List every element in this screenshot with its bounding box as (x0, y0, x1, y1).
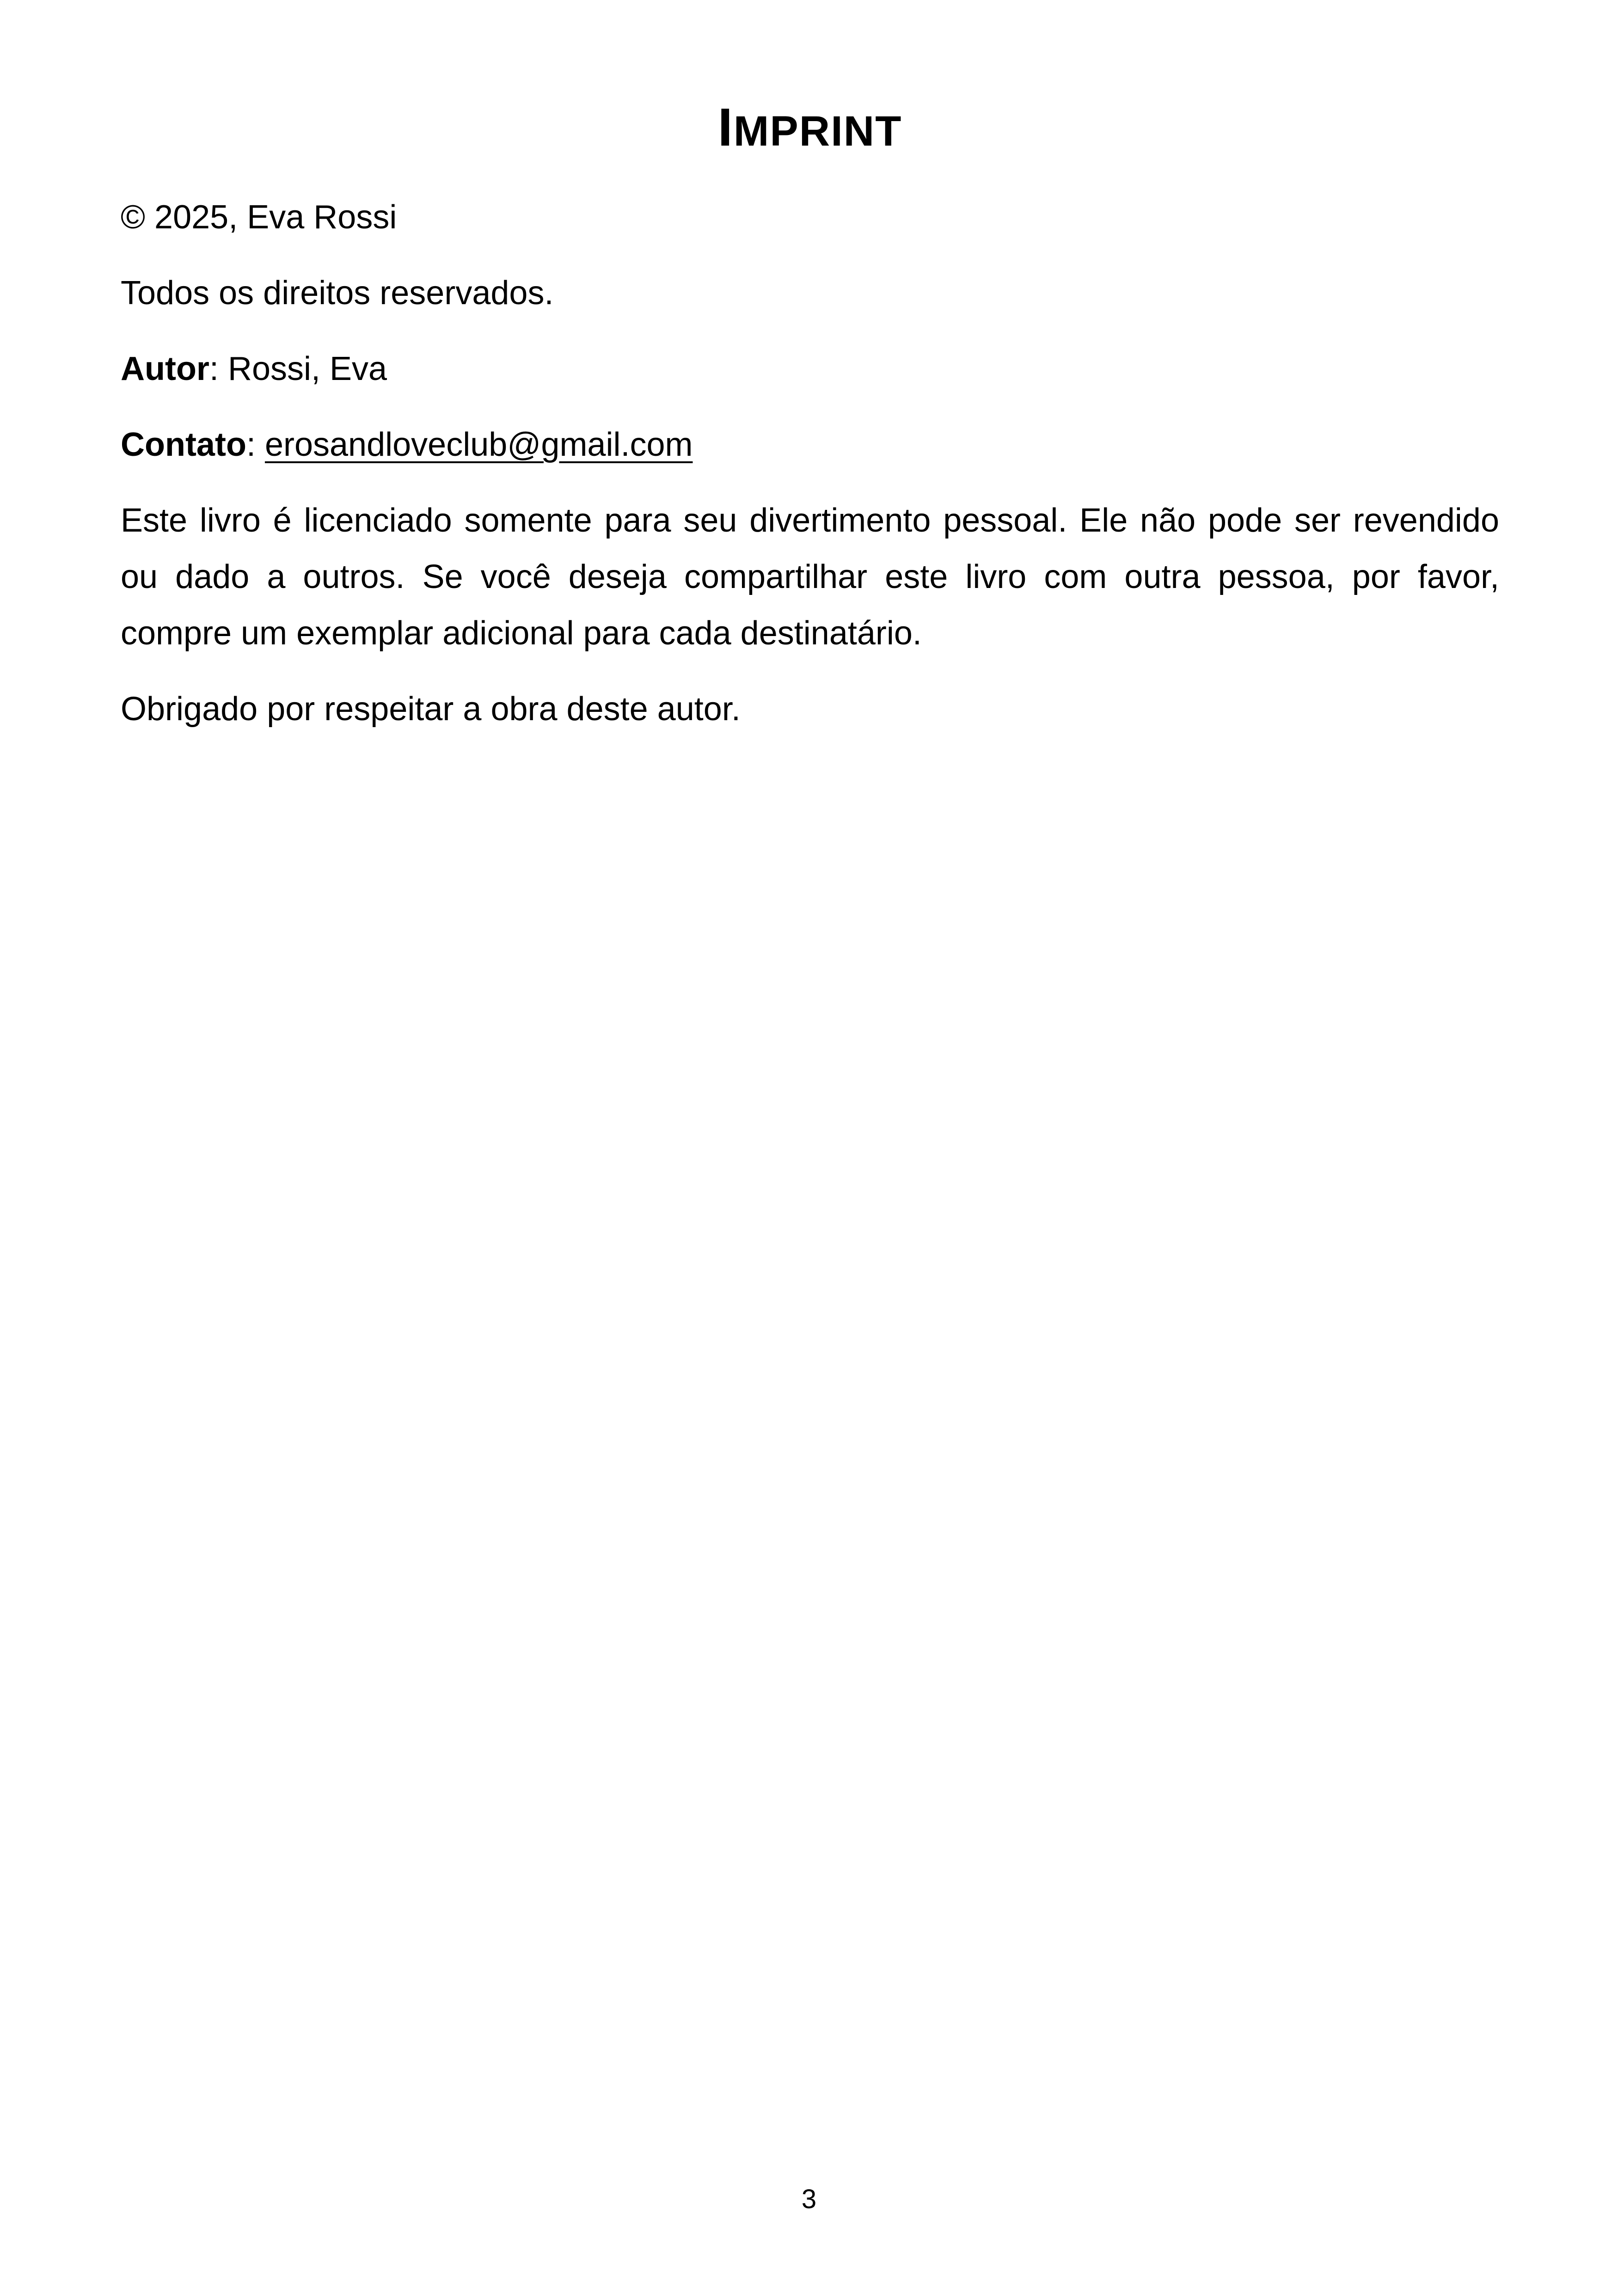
contact-separator: : (246, 426, 265, 463)
author-value: Rossi, Eva (227, 350, 387, 387)
page-number: 3 (801, 2184, 817, 2214)
license-paragraph: Este livro é licenciado somente para seu divertimento pessoal. Ele não pode ser revendido ou dado a outros. Se você deseja compartilhar este livro com outra pessoa, por favor, compre um exemplar adicional para cada destinatário. (121, 502, 1499, 652)
thanks-line: Obrigado por respeitar a obra deste autor. (121, 691, 741, 728)
author-line (121, 341, 1499, 397)
title-rest: MPRINT (733, 108, 902, 155)
contact-label: Contato (121, 426, 246, 463)
contact-email-link[interactable]: erosandloveclub@gmail.com (264, 426, 693, 463)
rights-line: Todos os direitos reservados. (121, 275, 554, 312)
contact-line (121, 416, 1499, 473)
imprint-page (121, 92, 1499, 757)
author-separator: : (209, 350, 228, 387)
page-title (121, 92, 1499, 166)
title-first-letter: I (717, 97, 734, 157)
author-label: Autor (121, 350, 209, 387)
copyright-line: © 2025, Eva Rossi (121, 199, 397, 236)
